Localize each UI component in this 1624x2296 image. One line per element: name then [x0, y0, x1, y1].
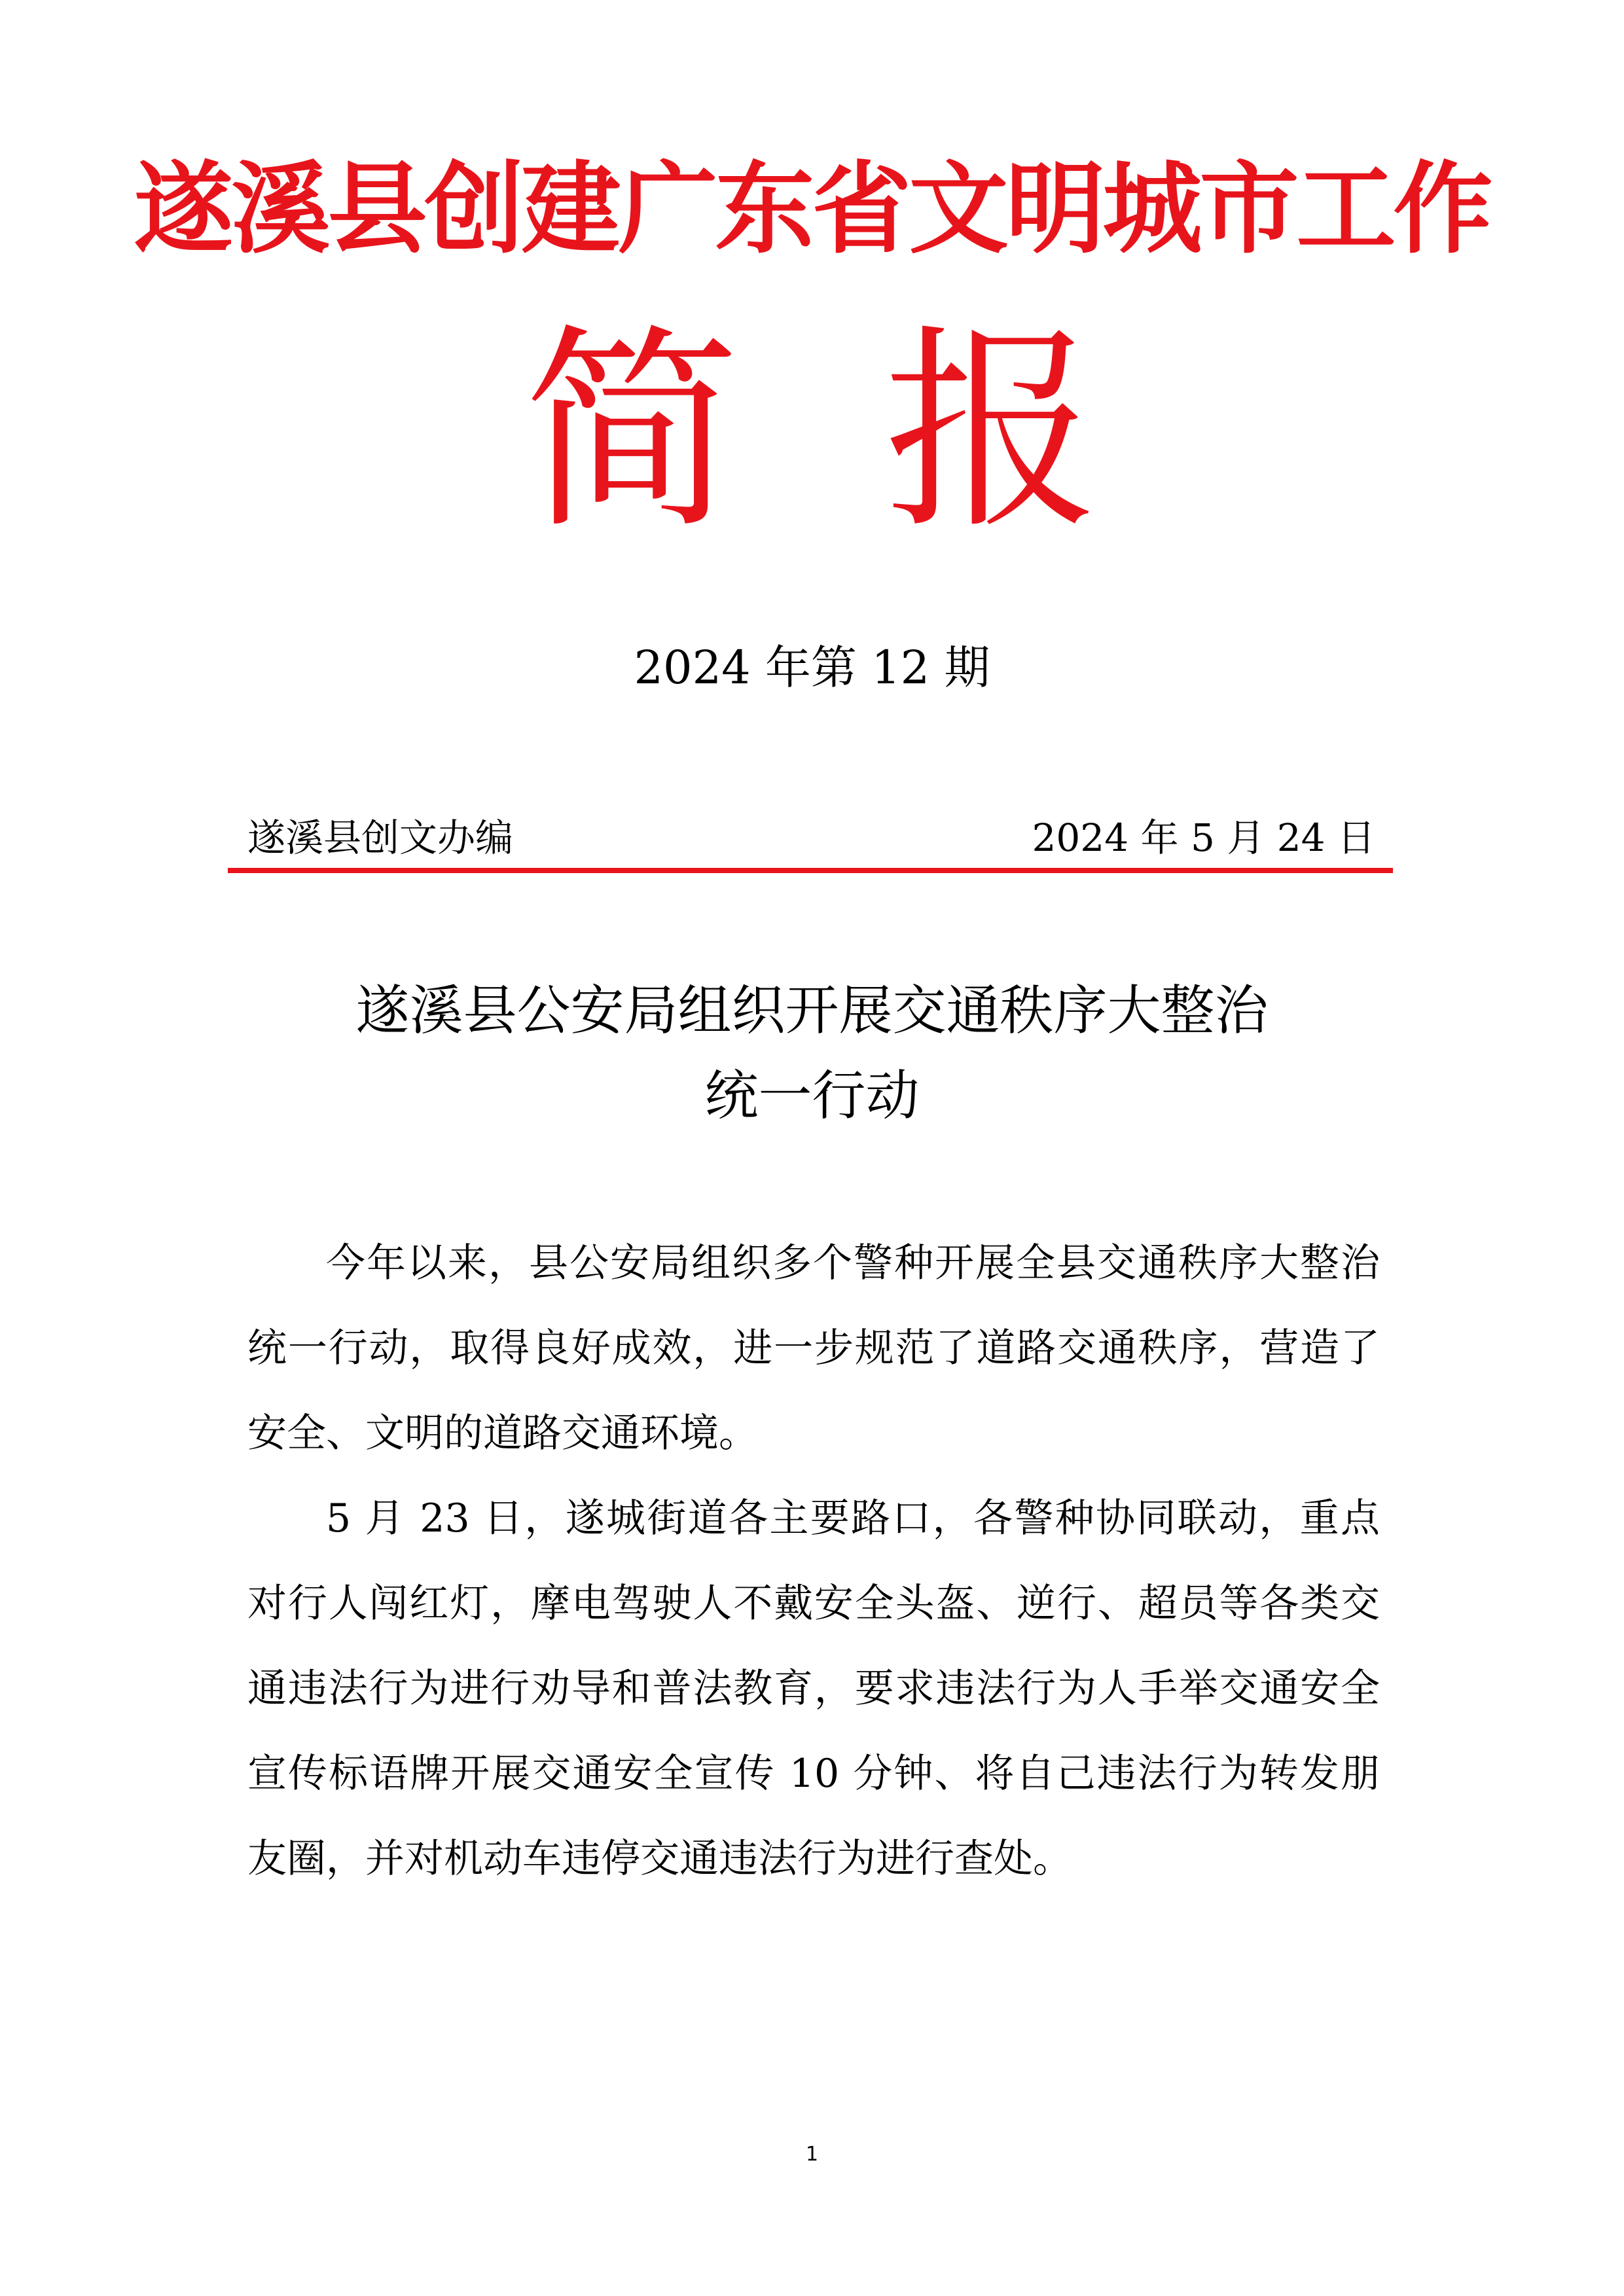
masthead-organization: 遂溪县创建广东省文明城市工作 [134, 151, 1490, 267]
body-paragraph-1: 今年以来，县公安局组织多个警种开展全县交通秩序大整治统一行动，取得良好成效，进一步规范了道路交通秩序，营造了安全、文明的道路交通环境。 [247, 1240, 1380, 1456]
issue-number: 2024 年第 12 期 [634, 641, 990, 694]
editor-line: 遂溪县创文办编 [247, 816, 514, 860]
article-body [247, 1221, 1380, 1901]
article-headline [0, 969, 1624, 1139]
publication-date: 2024 年 5 月 24 日 [1032, 816, 1375, 860]
headline-line-1: 遂溪县公安局组织开展交通秩序大整治 [355, 980, 1269, 1042]
page-number: 1 [805, 2143, 819, 2166]
masthead-title-char-jian: 简 [524, 306, 740, 558]
headline-line-2: 统一行动 [704, 1065, 920, 1127]
masthead-title [0, 306, 1624, 558]
red-divider-rule [228, 868, 1393, 873]
body-paragraph-2: 5 月 23 日，遂城街道各主要路口，各警种协同联动，重点对行人闯红灯，摩电驾驶人不戴安全头盔、逆行、超员等各类交通违法行为进行劝导和普法教育，要求违法行为人手举交通安全宣传标语牌开展交通安全宣传 10 分钟、将自己违法行为转发朋友圈，并对机动车违停交通违法行为进行查处。 [247, 1496, 1380, 1882]
masthead-title-char-bao: 报 [884, 306, 1100, 558]
